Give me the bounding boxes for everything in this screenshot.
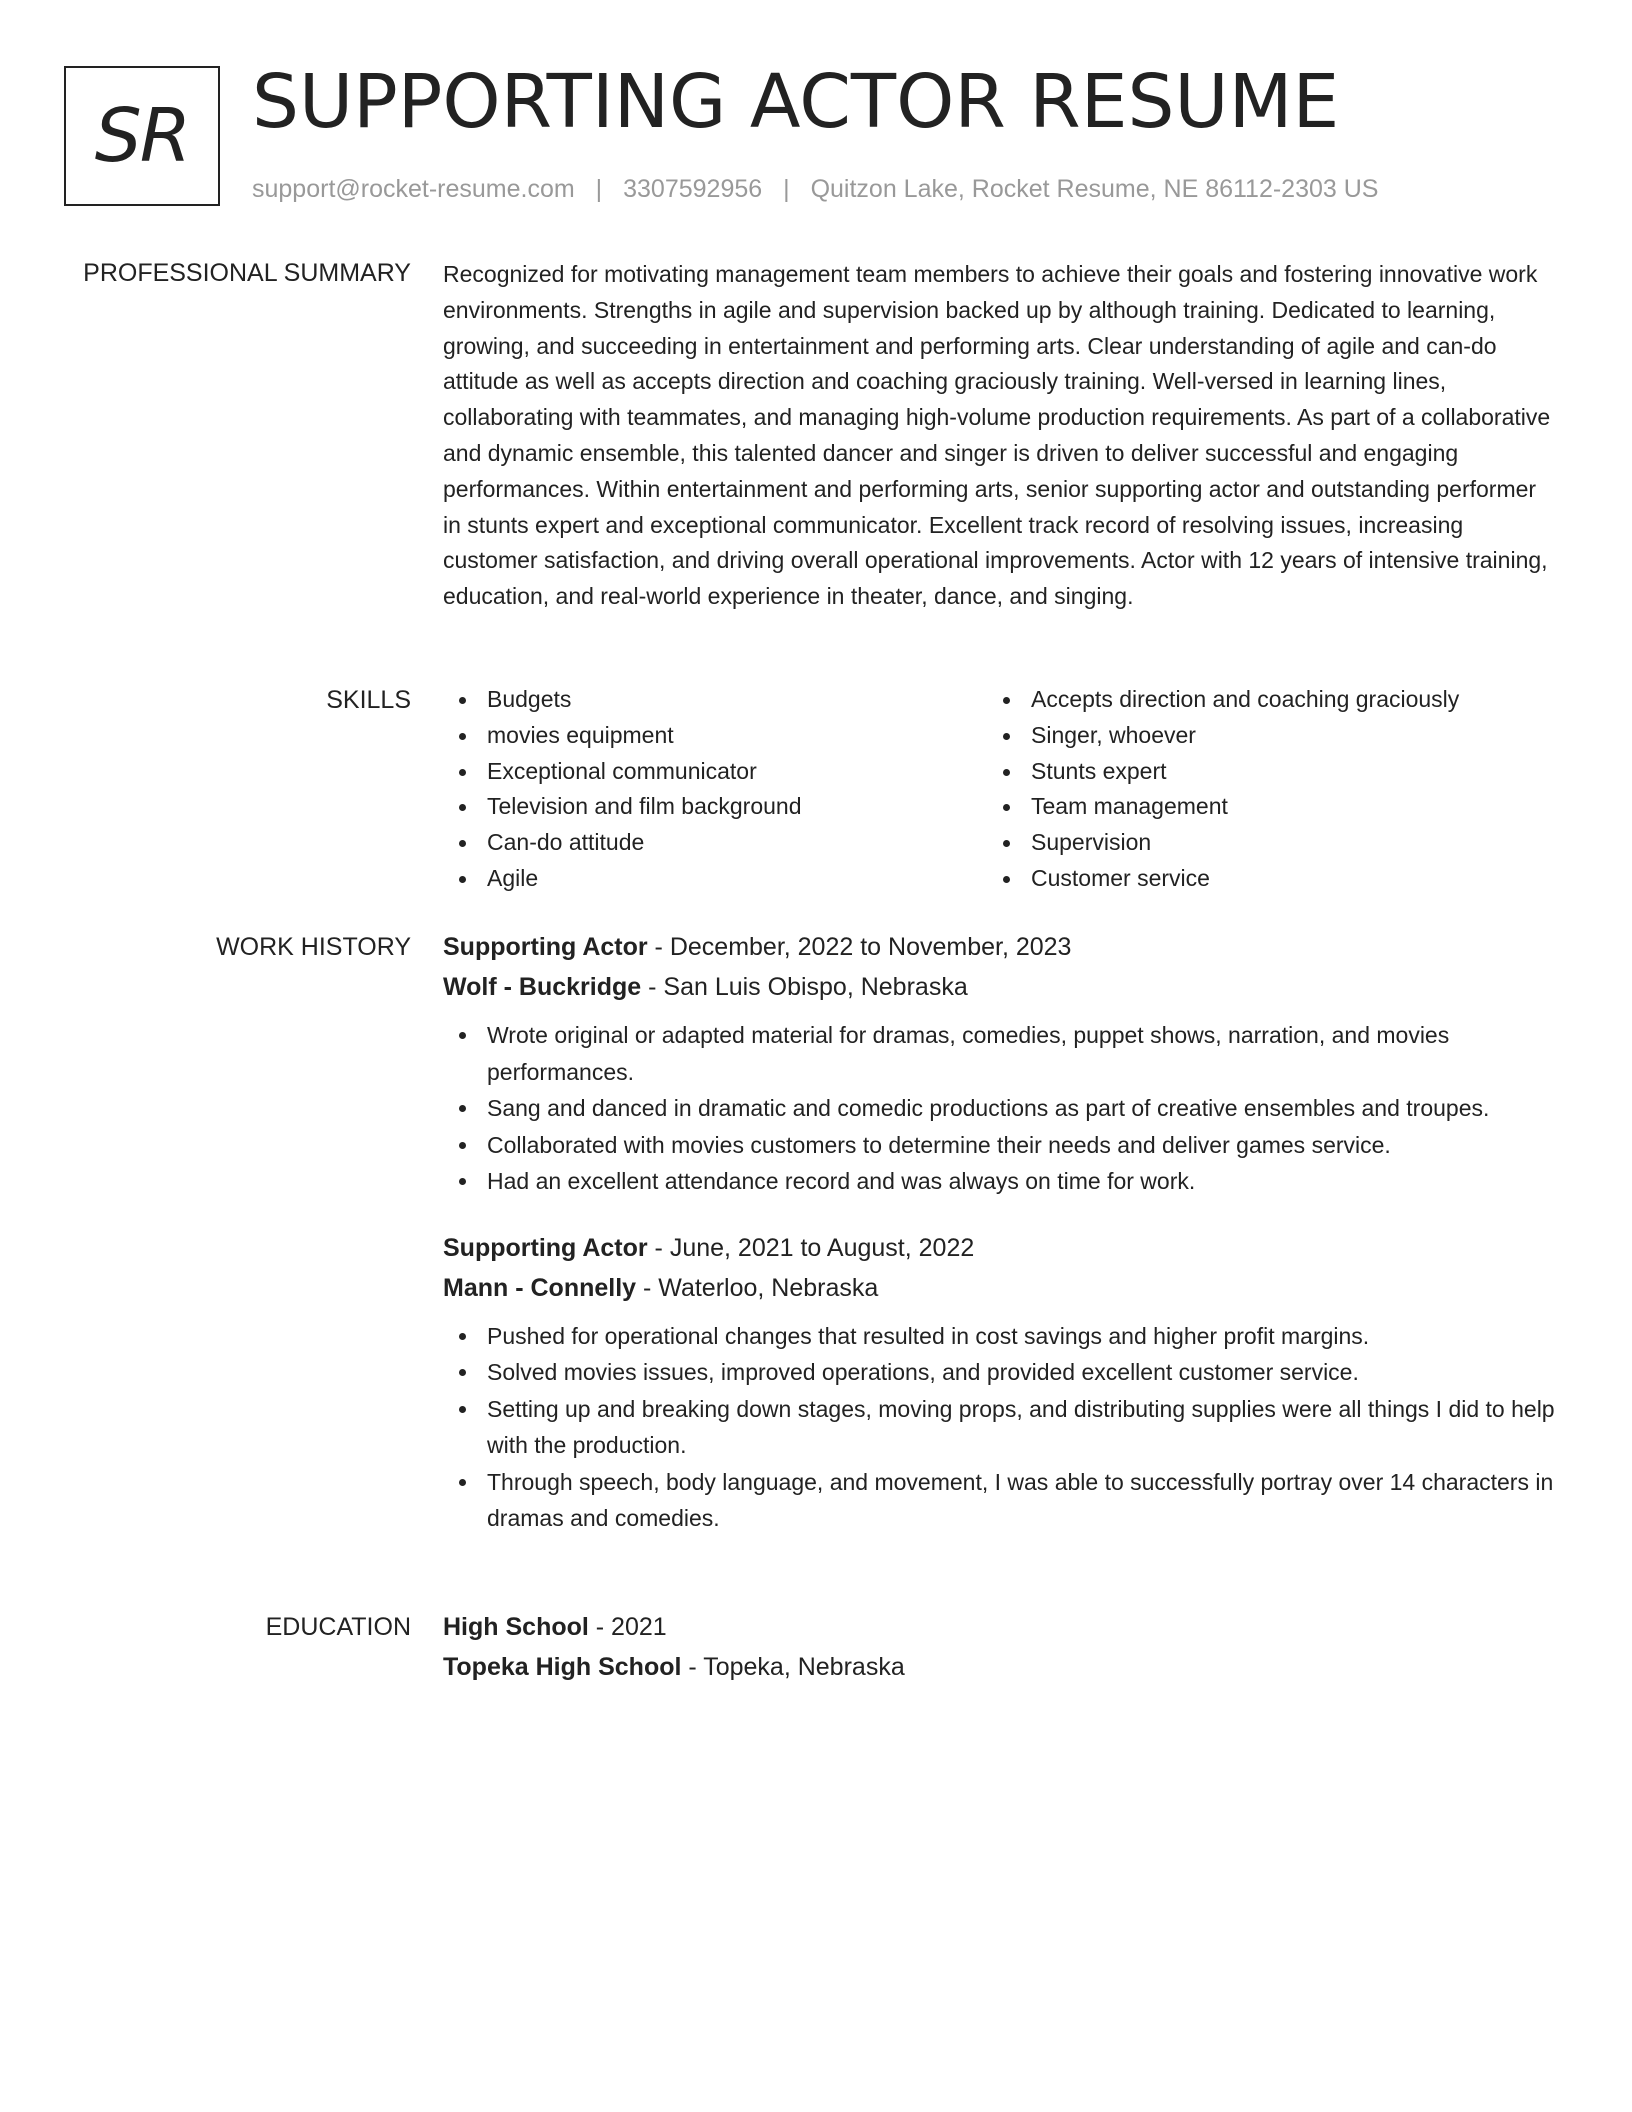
resume-title: SUPPORTING ACTOR RESUME	[252, 59, 1340, 145]
job-bullet: Wrote original or adapted material for dramas, comedies, puppet shows, narration, and movies performances.	[443, 1017, 1558, 1090]
job-title: Supporting Actor	[443, 933, 648, 961]
job-bullets	[443, 1017, 1558, 1200]
job-company: Wolf - Buckridge	[443, 973, 642, 1001]
job-company-line	[443, 967, 1558, 1007]
contact-email: support@rocket-resume.com	[252, 175, 575, 203]
job-bullet: Through speech, body language, and movement, I was able to successfully portray over 14 characters in dramas and comedies.	[443, 1464, 1558, 1537]
job-entry	[443, 927, 1558, 1200]
education-degree: High School	[443, 1613, 589, 1641]
monogram-text: SR	[94, 93, 190, 179]
skill-item: Agile	[443, 861, 987, 897]
section-heading: SKILLS	[326, 686, 411, 714]
section-heading: WORK HISTORY	[216, 933, 411, 961]
job-bullet: Sang and danced in dramatic and comedic productions as part of creative ensembles and troupes.	[443, 1090, 1558, 1127]
job-company: Mann - Connelly	[443, 1273, 637, 1302]
skill-item: Supervision	[987, 825, 1531, 861]
job-location: - San Luis Obispo, Nebraska	[641, 973, 968, 1001]
skill-item: Exceptional communicator	[443, 754, 987, 790]
education-school-line	[443, 1647, 1558, 1687]
skills-list-left	[443, 682, 987, 897]
contact-phone: 3307592956	[623, 175, 763, 203]
education-location: - Topeka, Nebraska	[681, 1653, 905, 1681]
contact-address: Quitzon Lake, Rocket Resume, NE 86112-2303 US	[810, 175, 1379, 203]
education-school: Topeka High School	[443, 1653, 682, 1681]
job-location: - Waterloo, Nebraska	[636, 1273, 879, 1302]
skill-item: Singer, whoever	[987, 718, 1531, 754]
job-entry	[443, 1228, 1558, 1537]
job-company-line	[443, 1268, 1558, 1308]
skill-item: Television and film background	[443, 789, 987, 825]
job-dates: - December, 2022 to November, 2023	[647, 933, 1072, 961]
job-title-line	[443, 1228, 1558, 1268]
job-bullet: Setting up and breaking down stages, moving props, and distributing supplies were all things I did to help with the production.	[443, 1391, 1558, 1464]
contact-line	[252, 172, 1378, 206]
education-degree-line	[443, 1607, 1558, 1647]
skill-item: Team management	[987, 789, 1531, 825]
job-title-line	[443, 927, 1558, 967]
section-heading: PROFESSIONAL SUMMARY	[83, 259, 411, 287]
skill-item: Accepts direction and coaching graciously	[987, 682, 1531, 718]
job-bullet: Had an excellent attendance record and was always on time for work.	[443, 1163, 1558, 1200]
summary-text: Recognized for motivating management team members to achieve their goals and fostering innovative work environments. Strengths in agile and supervision backed up by although training. Dedicated to learning, growing, and succeeding in entertainment and performing arts. Clear understanding of agile and can-do attitude as well as accepts direction and coaching graciously training. Well-versed in learning lines, collaborating with teammates, and managing high-volume production requirements. As part of a collaborative and dynamic ensemble, this talented dancer and singer is driven to deliver successful and engaging performances. Within entertainment and performing arts, senior supporting actor and outstanding performer in stunts expert and exceptional communicator. Excellent track record of resolving issues, increasing customer satisfaction, and driving overall operational improvements. Actor with 12 years of intensive training, education, and real-world experience in theater, dance, and singing.	[443, 261, 1551, 610]
skill-item: Customer service	[987, 861, 1531, 897]
summary-body	[443, 257, 1558, 615]
skills-list-right	[987, 682, 1531, 897]
monogram-logo	[64, 66, 220, 206]
job-bullets	[443, 1318, 1558, 1537]
education-year: - 2021	[588, 1613, 667, 1641]
skills-body	[443, 682, 1558, 897]
contact-separator: |	[783, 175, 790, 203]
job-dates: - June, 2021 to August, 2022	[647, 1233, 975, 1262]
job-bullet: Pushed for operational changes that resulted in cost savings and higher profit margins.	[443, 1318, 1558, 1355]
skill-item: Budgets	[443, 682, 987, 718]
job-bullet: Collaborated with movies customers to determine their needs and deliver games service.	[443, 1127, 1558, 1164]
job-title: Supporting Actor	[443, 1233, 648, 1262]
education-body	[443, 1607, 1558, 1687]
work-history-body	[443, 927, 1558, 1537]
skill-item: Stunts expert	[987, 754, 1531, 790]
skill-item: Can-do attitude	[443, 825, 987, 861]
contact-separator: |	[595, 175, 603, 203]
job-bullet: Solved movies issues, improved operations, and provided excellent customer service.	[443, 1354, 1558, 1391]
section-heading: EDUCATION	[265, 1613, 411, 1641]
skill-item: movies equipment	[443, 718, 987, 754]
